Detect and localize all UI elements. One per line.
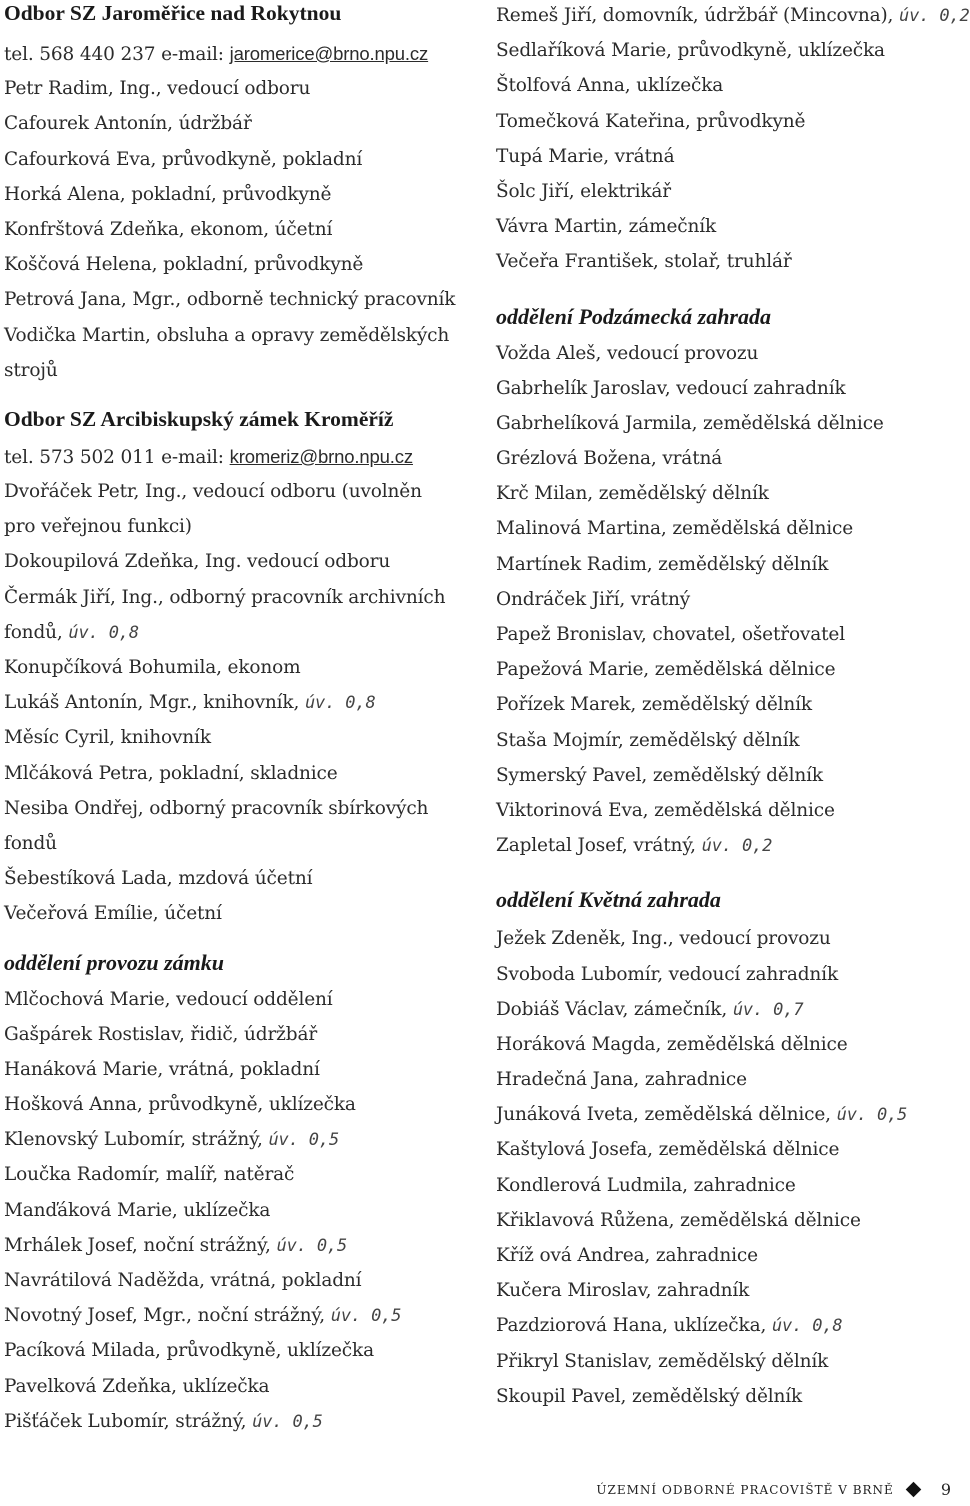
list-item (4, 1263, 482, 1298)
staff-entry-text: Štolfová Anna, uklízečka (496, 75, 724, 97)
list-item (4, 282, 482, 317)
staff-entry-text: Nesiba Ondřej, odborný pracovník sbírkových (4, 797, 429, 819)
list-item (4, 1228, 482, 1263)
list-item (4, 142, 482, 177)
staff-entry-text: Konupčíková Bohumila, ekonom (4, 657, 301, 678)
staff-list-podzamecka (496, 336, 958, 864)
list-item (4, 861, 482, 896)
workload-fraction: úv. 0,2 (701, 836, 773, 857)
list-item (4, 474, 482, 509)
list-item (496, 1344, 958, 1379)
staff-entry-text: fondů (4, 832, 57, 854)
email-link-kromeriz[interactable]: kromeriz@brno.npu.cz (229, 445, 413, 467)
list-item (496, 1308, 958, 1343)
list-item (496, 406, 958, 441)
staff-entry-text: Martínek Radim, zemědělský dělník (496, 553, 829, 575)
section-title-kromeriz: Odbor SZ Arcibiskupský zámek Kroměříž (4, 406, 394, 431)
contact-prefix: tel. 573 502 011 e-mail: (4, 446, 230, 468)
staff-entry-text: Symerský Pavel, zemědělský dělník (496, 764, 823, 786)
workload-fraction: úv. 0,5 (276, 1235, 348, 1256)
staff-list-kromeriz (4, 474, 482, 931)
workload-fraction: úv. 0,8 (304, 693, 376, 714)
staff-entry-text: Hošková Anna, průvodkyně, uklízečka (4, 1094, 356, 1116)
contact-line-kromeriz (4, 439, 482, 474)
email-link-jaromerice[interactable]: jaromerice@brno.npu.cz (229, 43, 429, 64)
staff-entry-text: Měsíc Cyril, knihovník (4, 727, 211, 749)
list-item (496, 104, 958, 139)
list-item (4, 1193, 482, 1228)
list-item (496, 371, 958, 406)
staff-entry-text: Hradečná Jana, zahradnice (496, 1069, 747, 1091)
staff-entry-text: Horká Alena, pokladní, průvodkyně (4, 183, 332, 205)
staff-entry-text: Dokoupilová Zdeňka, Ing. vedoucí odboru (4, 551, 391, 573)
list-item (4, 71, 482, 106)
staff-list-provoz-continued (496, 0, 970, 280)
list-item (496, 921, 958, 956)
staff-entry-text: Zapletal Josef, vrátný, (496, 835, 702, 857)
staff-entry-text: Křiklavová Růžena, zemědělská dělnice (496, 1209, 861, 1231)
page-number: 9 (940, 1480, 951, 1499)
staff-list-provoz (4, 982, 482, 1439)
page-footer (596, 1480, 951, 1499)
list-item (4, 615, 482, 650)
list-item (496, 1062, 958, 1097)
staff-entry-text: Mlčáková Petra, pokladní, skladnice (4, 762, 338, 784)
staff-entry-text: Navrátilová Naděžda, vrátná, pokladní (4, 1270, 362, 1291)
diamond-icon (906, 1482, 922, 1498)
list-item (496, 723, 958, 758)
staff-entry-text: Petr Radim, Ing., vedoucí odboru (4, 78, 311, 100)
list-item (4, 1333, 482, 1368)
staff-entry-text: Horáková Magda, zemědělská dělnice (496, 1033, 848, 1055)
list-item (496, 209, 958, 244)
list-item (496, 1132, 958, 1167)
list-item (496, 828, 958, 863)
contact-prefix: tel. 568 440 237 e-mail: (4, 44, 230, 65)
staff-entry-text: Petrová Jana, Mgr., odborně technický pracovník (4, 289, 456, 311)
staff-entry-text: Kondlerová Ludmila, zahradnice (496, 1174, 796, 1196)
workload-fraction: úv. 0,7 (732, 999, 804, 1020)
staff-entry-text: Malinová Martina, zemědělská dělnice (496, 518, 854, 540)
list-item (496, 1168, 958, 1203)
list-item (4, 1404, 482, 1439)
list-item (496, 758, 958, 793)
workload-fraction: úv. 0,8 (771, 1316, 843, 1337)
list-item (4, 756, 482, 791)
list-item (4, 544, 482, 579)
list-item (4, 791, 482, 826)
staff-entry-text: Dobiáš Václav, zámečník, (496, 998, 733, 1020)
staff-entry-text: Večeřa František, stolař, truhlář (496, 251, 792, 273)
list-item (4, 1017, 482, 1052)
staff-entry-text: Manďáková Marie, uklízečka (4, 1199, 271, 1221)
list-item (4, 720, 482, 755)
staff-entry-text: fondů, (4, 621, 69, 643)
staff-entry-text: Hanáková Marie, vrátná, pokladní (4, 1058, 320, 1080)
staff-entry-text: strojů (4, 359, 58, 381)
staff-entry-text: Sedlaříková Marie, průvodkyně, uklízečka (496, 40, 885, 62)
staff-entry-text: Vodička Martin, obsluha a opravy zemědělských (4, 324, 450, 346)
list-item (4, 580, 482, 615)
list-item (4, 212, 482, 247)
list-item (4, 247, 482, 282)
staff-entry-text: Gabrhelíková Jarmila, zemědělská dělnice (496, 412, 884, 434)
workload-fraction: úv. 0,2 (899, 6, 970, 26)
list-item (496, 1238, 958, 1273)
staff-entry-text: Vožda Aleš, vedoucí provozu (496, 342, 759, 364)
section-title-podzamecka: oddělení Podzámecká zahrada (496, 303, 771, 329)
staff-entry-text: Pořízek Marek, zemědělský dělník (496, 694, 812, 716)
staff-entry-text: Pacíková Milada, průvodkyně, uklízečka (4, 1340, 374, 1362)
staff-entry-text: Kaštylová Josefa, zemědělská dělnice (496, 1139, 840, 1161)
list-item (4, 685, 482, 720)
staff-entry-text: Konfrštová Zdeňka, ekonom, účetní (4, 218, 333, 240)
staff-entry-text: Pavelková Zdeňka, uklízečka (4, 1375, 270, 1397)
list-item (496, 617, 958, 652)
list-item (496, 139, 958, 174)
staff-entry-text: Ježek Zdeněk, Ing., vedoucí provozu (496, 928, 831, 950)
list-item (4, 1157, 482, 1192)
staff-entry-text: Viktorinová Eva, zemědělská dělnice (496, 799, 835, 821)
staff-entry-text: Gašpárek Rostislav, řidič, údržbář (4, 1023, 318, 1045)
list-item (496, 336, 958, 371)
staff-entry-text: Papežová Marie, zemědělská dělnice (496, 659, 836, 681)
section-title-kvetna: oddělení Květná zahrada (496, 887, 721, 913)
staff-entry-text: Krč Milan, zemědělský dělník (496, 483, 769, 505)
staff-entry-text: Kříž ová Andrea, zahradnice (496, 1245, 758, 1266)
list-item (4, 1087, 482, 1122)
staff-entry-text: Tomečková Kateřina, průvodkyně (496, 110, 806, 132)
list-item (496, 33, 958, 68)
staff-entry-text: Koščová Helena, pokladní, průvodkyně (4, 254, 364, 276)
staff-entry-text: Skoupil Pavel, zemědělský dělník (496, 1385, 803, 1407)
list-item (4, 177, 482, 212)
staff-entry-text: Loučka Radomír, malíř, natěrač (4, 1164, 295, 1186)
list-item (4, 896, 482, 931)
list-item (496, 793, 958, 828)
staff-entry-text: Čermák Jiří, Ing., odborný pracovník archivních (4, 586, 446, 608)
staff-entry-text: Lukáš Antonín, Mgr., knihovník, (4, 692, 305, 714)
staff-entry-text: Ondráček Jiří, vrátný (496, 588, 691, 610)
list-item (496, 244, 958, 279)
staff-entry-text: Remeš Jiří, domovník, údržbář (Mincovna), (496, 5, 900, 26)
staff-entry-text: Grézlová Božena, vrátná (496, 448, 723, 470)
staff-entry-text: Gabrhelík Jaroslav, vedoucí zahradník (496, 377, 846, 399)
list-item (4, 1122, 482, 1157)
staff-entry-text: Klenovský Lubomír, strážný, (4, 1129, 269, 1151)
staff-entry-text: Tupá Marie, vrátná (496, 145, 675, 167)
staff-entry-text: Dvořáček Petr, Ing., vedoucí odboru (uvolněn (4, 481, 422, 503)
staff-entry-text: Večeřová Emílie, účetní (4, 903, 222, 925)
right-column (496, 0, 970, 1414)
list-item (496, 511, 958, 546)
workload-fraction: úv. 0,5 (252, 1411, 323, 1432)
staff-entry-text: Staša Mojmír, zemědělský dělník (496, 729, 800, 751)
list-item (4, 826, 482, 861)
staff-list-kvetna (496, 921, 958, 1414)
list-item (496, 1203, 958, 1238)
staff-entry-text: Pazdziorová Hana, uklízečka, (496, 1315, 772, 1337)
list-item (4, 106, 482, 141)
workload-fraction: úv. 0,5 (836, 1105, 908, 1126)
list-item (4, 353, 482, 388)
list-item (496, 1097, 958, 1132)
staff-entry-text: Šebestíková Lada, mzdová účetní (4, 868, 313, 890)
list-item (4, 982, 482, 1017)
staff-entry-text: Šolc Jiří, elektrikář (496, 180, 671, 202)
left-column (4, 0, 482, 1439)
list-item (496, 0, 970, 33)
staff-list-jaromerice (4, 71, 482, 388)
list-item (4, 509, 482, 544)
list-item (496, 687, 958, 722)
list-item (496, 1379, 958, 1414)
staff-entry-text: Kučera Miroslav, zahradník (496, 1280, 750, 1302)
staff-entry-text: pro veřejnou funkci) (4, 516, 192, 538)
list-item (496, 957, 958, 992)
list-item (496, 441, 958, 476)
workload-fraction: úv. 0,5 (268, 1130, 340, 1151)
list-item (4, 318, 482, 353)
staff-entry-text: Mrhálek Josef, noční strážný, (4, 1234, 277, 1256)
workload-fraction: úv. 0,8 (68, 622, 139, 643)
list-item (496, 476, 958, 511)
workload-fraction: úv. 0,5 (330, 1306, 402, 1327)
list-item (496, 547, 958, 582)
staff-entry-text: Cafourek Antonín, údržbář (4, 113, 252, 135)
staff-entry-text: Junáková Iveta, zemědělská dělnice, (496, 1104, 837, 1126)
list-item (496, 1273, 958, 1308)
list-item (4, 1369, 482, 1404)
contact-line-jaromerice (4, 36, 482, 71)
staff-entry-text: Mlčochová Marie, vedoucí oddělení (4, 988, 333, 1010)
staff-entry-text: Svoboda Lubomír, vedoucí zahradník (496, 963, 839, 985)
staff-entry-text: Vávra Martin, zámečník (496, 216, 717, 238)
section-title-jaromerice: Odbor SZ Jaroměřice nad Rokytnou (4, 1, 342, 25)
list-item (496, 582, 958, 617)
list-item (4, 650, 482, 685)
list-item (496, 652, 958, 687)
section-title-provoz: oddělení provozu zámku (4, 949, 225, 975)
staff-entry-text: Pišťáček Lubomír, strážný, (4, 1410, 253, 1432)
list-item (496, 1027, 958, 1062)
list-item (496, 68, 958, 103)
list-item (496, 174, 958, 209)
staff-entry-text: Cafourková Eva, průvodkyně, pokladní (4, 148, 363, 170)
staff-entry-text: Novotný Josef, Mgr., noční strážný, (4, 1305, 331, 1327)
footer-text: ÚZEMNÍ ODBORNÉ PRACOVIŠTĚ V BRNĚ (596, 1482, 894, 1497)
staff-entry-text: Papež Bronislav, chovatel, ošetřovatel (496, 624, 845, 645)
list-item (4, 1298, 482, 1333)
list-item (4, 1052, 482, 1087)
staff-entry-text: Přikryl Stanislav, zemědělský dělník (496, 1350, 829, 1372)
list-item (496, 992, 958, 1027)
